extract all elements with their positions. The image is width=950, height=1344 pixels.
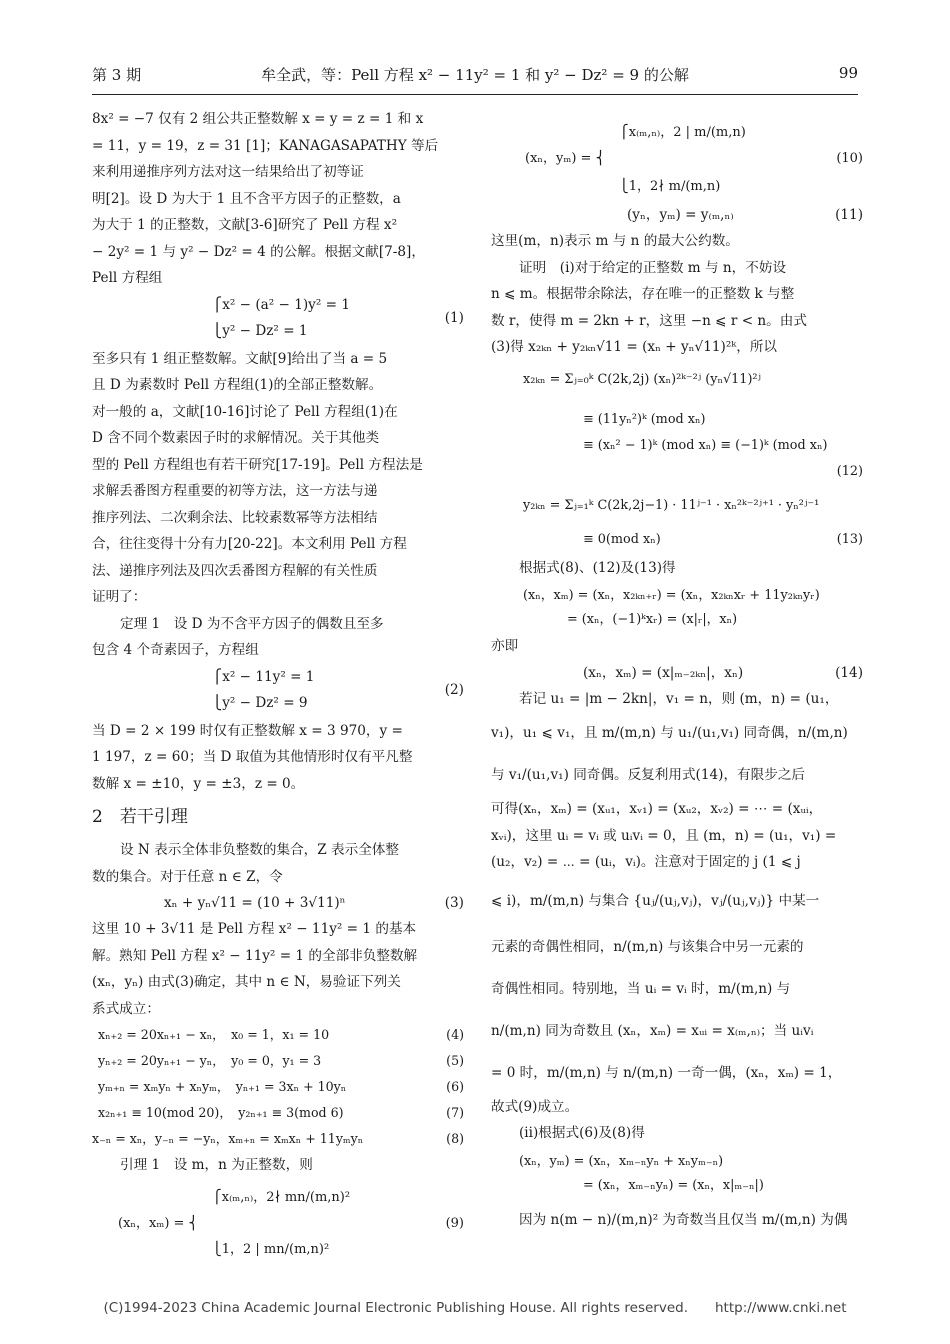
- equation-line: xₙ₊₂ = 20xₙ₊₁ − xₙ， x₀ = 1，x₁ = 10: [98, 1027, 330, 1042]
- equation-line: (xₙ，xₘ) = (xₙ，x₂ₖₙ₊ᵣ) = (xₙ，x₂ₖₙxᵣ + 11y₂ₖₙyᵣ): [523, 588, 820, 603]
- text-line: 对一般的 a，文献[10-16]讨论了 Pell 方程组(1)在: [92, 403, 398, 420]
- paragraph-review: [92, 346, 464, 611]
- text-line: 与 v₁/(u₁,v₁) 同奇偶。反复利用式(14)，有限步之后: [491, 767, 806, 783]
- text-line: 包含 4 个奇素因子，方程组: [92, 642, 259, 658]
- equation-12: [491, 361, 863, 487]
- text-line: Pell 方程组: [92, 270, 163, 286]
- equation-number: (8): [446, 1131, 464, 1146]
- text-line: = 11，y = 19，z = 31 [1]；KANAGASAPATHY 等后: [92, 137, 439, 154]
- equation-13: [491, 487, 863, 555]
- text-line: (xₙ，yₙ) 由式(3)确定，其中 n ∈ N，易验证下列关: [92, 974, 401, 990]
- paragraph-theorem-result: [92, 718, 464, 798]
- issue-label: 第 3 期: [92, 66, 142, 84]
- equation-11: [491, 202, 863, 228]
- equation-line: ⎩1，2∤ m/(m,n): [619, 179, 721, 194]
- equation-line: xₙ + yₙ√11 = (10 + 3√11)ⁿ: [164, 895, 346, 911]
- equation-number: (4): [446, 1027, 464, 1042]
- equation-line: ≡ (xₙ² − 1)ᵏ (mod xₙ) ≡ (−1)ᵏ (mod xₙ): [583, 437, 828, 453]
- text-line: 1 197，z = 60；当 D 取值为其他情形时仅有平凡整: [92, 749, 413, 765]
- equation-line: = (xₙ，(−1)ᵏxᵣ) = (x|ᵣ|，xₙ): [567, 612, 738, 627]
- equation-xn-ym: [491, 1147, 863, 1199]
- text-line: − 2y² = 1 与 y² − Dz² = 4 的公解。根据文献[7-8]，: [92, 243, 425, 260]
- equation-line: (xₙ，yₘ) = ⎨: [525, 151, 606, 166]
- equation-line: ⎩y² − Dz² = 1: [212, 322, 308, 339]
- equation-number: (14): [835, 664, 863, 681]
- equation-line: (xₙ，yₘ) = (xₙ，xₘ₋ₙyₙ + xₙyₘ₋ₙ): [519, 1153, 724, 1169]
- text-line: 可得(xₙ，xₘ) = (xᵤ₁，xᵥ₁) = (xᵤ₂，xᵥ₂) = ⋯ = (xᵤᵢ，: [491, 801, 823, 817]
- running-header: [92, 64, 858, 90]
- text-line: 系式成立：: [92, 1000, 160, 1017]
- equation-3: [92, 890, 464, 916]
- equation-number: (7): [446, 1105, 464, 1120]
- paragraph-intro: [92, 106, 464, 292]
- text-line: (u₂，v₂) = ⋯ = (uᵢ，vᵢ)。注意对于固定的 j (1 ⩽ j: [491, 854, 801, 870]
- text-line: 亦即: [491, 638, 519, 654]
- equation-line: (yₙ，yₘ) = y₍ₘ,ₙ₎: [627, 207, 734, 223]
- equation-line: y₂ₖₙ = Σⱼ₌₁ᵏ C(2k,2j−1) · 11ʲ⁻¹ · xₙ²ᵏ⁻²ʲ⁺¹ · yₙ²ʲ⁻¹: [523, 497, 820, 513]
- equation-number: (11): [835, 207, 863, 223]
- text-line: D 含不同个数素因子时的求解情况。关于其他类: [92, 430, 380, 446]
- text-line: 根据式(8)、(12)及(13)得: [519, 559, 676, 576]
- theorem-1: [92, 611, 464, 664]
- right-column: [491, 106, 863, 1241]
- text-line: 合，往往变得十分有力[20-22]。本文利用 Pell 方程: [92, 536, 407, 552]
- text-line: 明[2]。设 D 为大于 1 且不含平方因子的正整数，a: [92, 190, 401, 207]
- equation-number: (12): [836, 463, 863, 479]
- text-line: 若记 u₁ = |m − 2kn|，v₁ = n，则 (m，n) = (u₁，: [519, 690, 839, 707]
- text-line: (ii)根据式(6)及(8)得: [519, 1125, 645, 1141]
- equation-line: (xₙ，xₘ) = (x|ₘ₋₂ₖₙ|，xₙ): [583, 664, 744, 681]
- text-line: 8x² = −7 仅有 2 组公共正整数解 x = y = z = 1 和 x: [92, 111, 424, 127]
- equation-line: ⎧x² − 11y² = 1: [212, 668, 315, 685]
- equation-10: [491, 106, 863, 202]
- equation-number: (13): [836, 531, 863, 547]
- text-line: 这里(m，n)表示 m 与 n 的最大公约数。: [491, 233, 739, 249]
- equation-line: x₂ₖₙ = Σⱼ₌₀ᵏ C(2k,2j) (xₙ)²ᵏ⁻²ʲ (yₙ√11)²ʲ: [523, 371, 761, 387]
- equation-number: (6): [446, 1079, 464, 1094]
- equation-9: [92, 1179, 464, 1263]
- text-line: 型的 Pell 方程组也有若干研究[17-19]。Pell 方程法是: [92, 456, 423, 473]
- section-heading: 2 若干引理: [92, 807, 188, 827]
- text-line: 故式(9)成立。: [491, 1098, 579, 1115]
- text-line: v₁)，u₁ ⩽ v₁，且 m/(m,n) 与 u₁/(u₁,v₁) 同奇偶，n/(m,n): [491, 725, 848, 741]
- text-line: (3)得 x₂ₖₙ + y₂ₖₙ√11 = (xₙ + yₙ√11)²ᵏ，所以: [491, 339, 778, 355]
- text-line: 元素的奇偶性相同，n/(m,n) 与该集合中另一元素的: [491, 938, 804, 955]
- equation-gcd-chain: [491, 581, 863, 633]
- text-line: n ⩽ m。根据带余除法，存在唯一的正整数 k 与整: [491, 286, 795, 302]
- equation-line: ≡ (11yₙ²)ᵏ (mod xₙ): [583, 411, 706, 427]
- text-line: 数 r，使得 m = 2kn + r，这里 −n ⩽ r < n。由式: [491, 312, 807, 329]
- page-number: 99: [838, 64, 858, 82]
- text-line: 定理 1 设 D 为不含平方因子的偶数且至多: [120, 615, 384, 632]
- paragraph-fundamental-solution: [92, 916, 464, 1022]
- proof-paragraph-1: [491, 228, 863, 361]
- text-line: 来利用递推序列方法对这一结果给出了初等证: [92, 164, 364, 180]
- equation-line: ⎧x₍ₘ,ₙ₎，2 | m/(m,n): [619, 125, 746, 140]
- text-line: 当 D = 2 × 199 时仅有正整数解 x = 3 970，y =: [92, 722, 403, 739]
- equation-line: ⎩y² − Dz² = 9: [212, 694, 308, 711]
- equation-line: yₙ₊₂ = 20yₙ₊₁ − yₙ， y₀ = 0，y₁ = 3: [98, 1053, 322, 1068]
- text-line: 因为 n(m − n)/(m,n)² 为奇数当且仅当 m/(m,n) 为偶: [519, 1211, 848, 1228]
- text-line: = 0 时，m/(m,n) 与 n/(m,n) 一奇一偶，(xₙ，xₘ) = 1，: [491, 1064, 842, 1081]
- equation-number: (2): [444, 681, 464, 698]
- text-line: 为大于 1 的正整数，文献[3-6]研究了 Pell 方程 x²: [92, 217, 398, 233]
- text-line: 证明 (i)对于给定的正整数 m 与 n，不妨设: [519, 259, 787, 276]
- equation-line: (xₙ，xₘ) = ⎨: [118, 1215, 199, 1231]
- equation-2: [92, 664, 464, 718]
- text-line: 且 D 为素数时 Pell 方程组(1)的全部正整数解。: [92, 377, 383, 393]
- left-column: [92, 106, 464, 1263]
- lemma-1: 引理 1 设 m，n 为正整数，则: [120, 1157, 313, 1173]
- equation-number: (10): [836, 151, 863, 166]
- equation-line: = (xₙ，xₘ₋ₙyₙ) = (xₙ，x|ₘ₋ₙ|): [583, 1177, 764, 1193]
- proof-paragraph-2: [491, 686, 863, 1121]
- equation-14: [491, 660, 863, 686]
- text-line: 数的集合。对于任意 n ∈ Z，令: [92, 868, 283, 885]
- equations-4-8: [92, 1022, 464, 1152]
- text-line: 设 N 表示全体非负整数的集合，Z 表示全体整: [120, 842, 399, 858]
- equation-number: (5): [446, 1053, 464, 1068]
- equation-1: [92, 292, 464, 346]
- text-line: 解。熟知 Pell 方程 x² − 11y² = 1 的全部非负整数解: [92, 947, 418, 964]
- text-line: 求解丢番图方程重要的初等方法，这一方法与递: [92, 483, 378, 499]
- equation-line: x₋ₙ = xₙ，y₋ₙ = −yₙ，xₘ₊ₙ = xₘxₙ + 11yₘyₙ: [92, 1131, 364, 1146]
- article-running-title: 牟全武，等：Pell 方程 x² − 11y² = 1 和 y² − Dz² = 9 的公解: [261, 66, 689, 84]
- equation-line: ⎧x₍ₘ,ₙ₎，2∤ mn/(m,n)²: [212, 1189, 351, 1205]
- text-line: xᵥᵢ)，这里 uᵢ = vᵢ 或 uᵢvᵢ = 0，且 (m，n) = (u₁，v₁) =: [491, 827, 837, 844]
- text-line: 这里 10 + 3√11 是 Pell 方程 x² − 11y² = 1 的基本: [92, 921, 417, 937]
- text-line: n/(m,n) 同为奇数且 (xₙ，xₘ) = xᵤᵢ = x₍ₘ,ₙ₎；当 uᵢvᵢ: [491, 1022, 814, 1039]
- equation-line: ⎧x² − (a² − 1)y² = 1: [212, 296, 350, 313]
- text-line: 法、递推序列法及四次丢番图方程解的有关性质: [92, 562, 378, 579]
- equation-line: ≡ 0(mod xₙ): [583, 531, 661, 547]
- header-rule: [92, 94, 858, 95]
- paragraph-notation: [92, 837, 464, 890]
- text-line: 奇偶性相同。特别地，当 uᵢ = vᵢ 时，m/(m,n) 与: [491, 980, 791, 997]
- equation-line: yₘ₊ₙ = xₘyₙ + xₙyₘ， yₙ₊₁ = 3xₙ + 10yₙ: [98, 1079, 347, 1094]
- equation-line: ⎩1，2 | mn/(m,n)²: [212, 1241, 330, 1257]
- equation-line: x₂ₙ₊₁ ≡ 10(mod 20)， y₂ₙ₊₁ ≡ 3(mod 6): [98, 1105, 344, 1120]
- equation-number: (9): [445, 1215, 464, 1231]
- equation-number: (3): [444, 895, 464, 911]
- text-line: ⩽ i)，m/(m,n) 与集合 {uⱼ/(uⱼ,vⱼ)，vⱼ/(uⱼ,vⱼ)} 中某一: [491, 892, 820, 909]
- text-line: 推序列法、二次剩余法、比较素数幂等方法相结: [92, 509, 378, 526]
- text-line: 证明了：: [92, 589, 147, 605]
- equation-number: (1): [444, 309, 464, 326]
- text-line: 至多只有 1 组正整数解。文献[9]给出了当 a = 5: [92, 350, 388, 367]
- copyright-footer: (C)1994-2023 China Academic Journal Electronic Publishing House. All rights reserved. http://www.cnki.net: [103, 1300, 847, 1316]
- text-line: 数解 x = ±10，y = ±3，z = 0。: [92, 775, 305, 792]
